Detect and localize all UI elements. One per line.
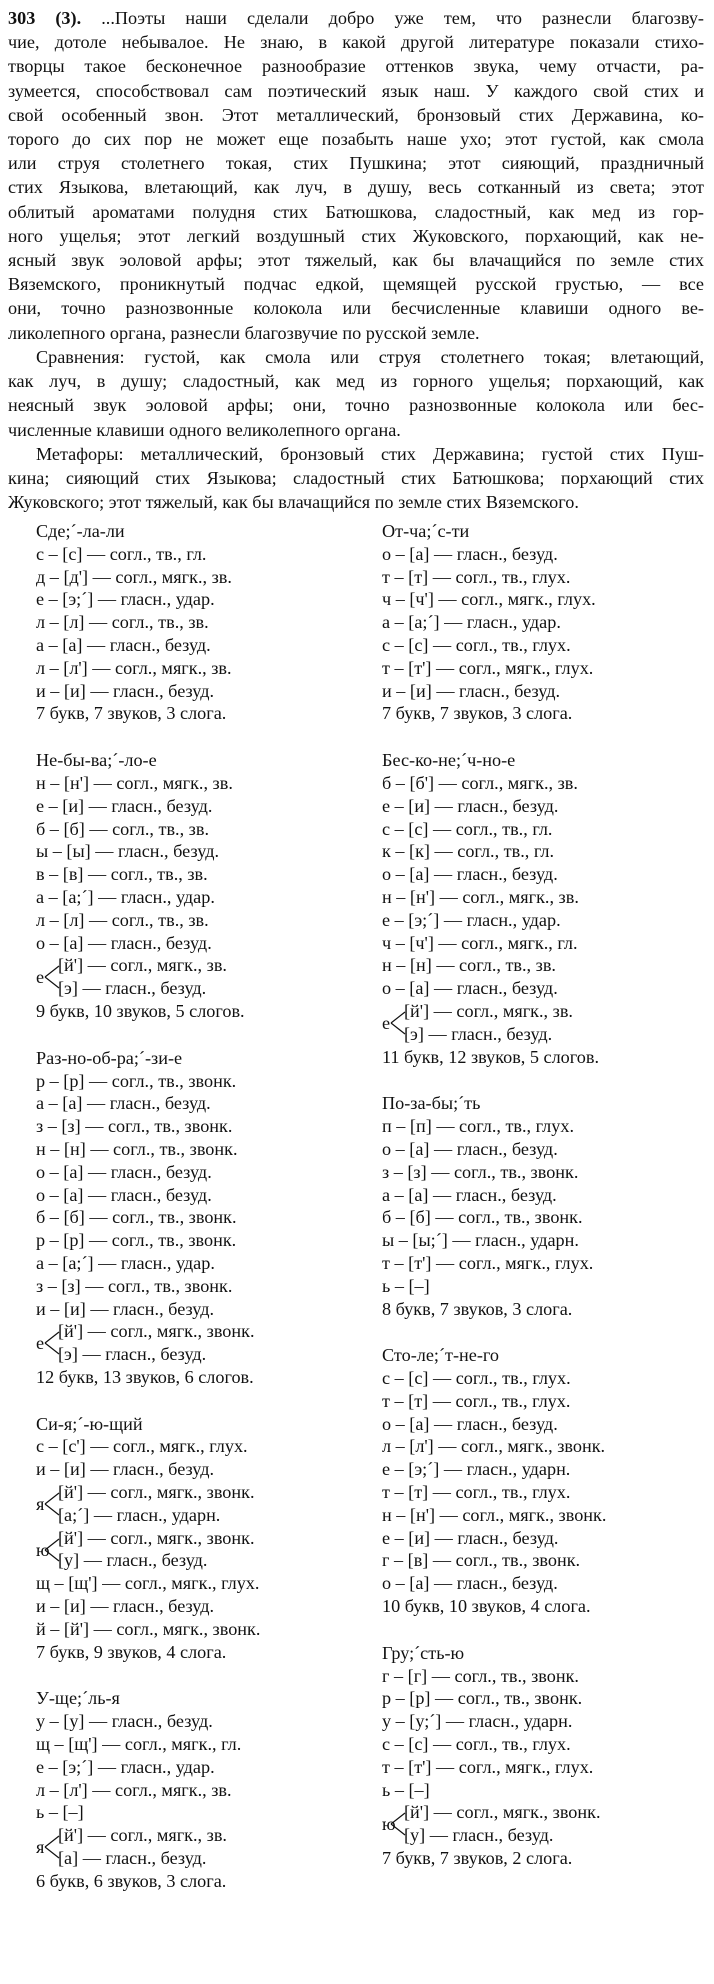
word-analysis-block xyxy=(36,520,376,749)
sound-row: а – [а;´] — гласн., удар. xyxy=(36,1252,215,1273)
branch-bottom-sound: [у] — гласн., безуд. xyxy=(404,1825,554,1846)
paragraph-line: чие, дотоле небывалое. Не знаю, в какой другой литературе показали стихо- xyxy=(8,32,704,53)
sound-row: б – [б] — согл., тв., звонк. xyxy=(382,1207,583,1228)
branch-bottom-sound: [э] — гласн., безуд. xyxy=(404,1023,553,1044)
vowel-split-branch xyxy=(36,954,376,1000)
sound-row: а – [а] — гласн., безуд. xyxy=(36,634,211,655)
paragraph-line: зумеется, способствовал сам поэтический язык наш. У каждого свой стих и xyxy=(8,80,704,101)
sound-row: з – [з] — согл., тв., звонк. xyxy=(36,1116,233,1137)
sound-row: ь – [–] xyxy=(382,1779,430,1800)
branch-letter: е xyxy=(382,1012,391,1033)
sound-row: л – [л'] — согл., мягк., зв. xyxy=(36,1779,232,1800)
sound-row: ь – [–] xyxy=(382,1275,430,1296)
branch-letter: е xyxy=(36,967,45,988)
word-summary: 6 букв, 6 звуков, 3 слога. xyxy=(36,1870,227,1891)
sound-row: н – [н] — согл., тв., зв. xyxy=(382,955,556,976)
sound-row: ч – [ч'] — согл., мягк., гл. xyxy=(382,932,578,953)
sound-row: н – [н'] — согл., мягк., зв. xyxy=(382,886,579,907)
sound-row: с – [с] — согл., тв., глух. xyxy=(382,634,571,655)
sound-row: и – [и] — гласн., безуд. xyxy=(36,1596,215,1617)
sound-row: б – [б] — согл., тв., звонк. xyxy=(36,1207,237,1228)
sound-row: о – [а] — гласн., безуд. xyxy=(382,978,558,999)
paragraph-line: Сравнения: густой, как смола или струя столетнего токая; влетающий, xyxy=(36,347,704,367)
sound-row: о – [а] — гласн., безуд. xyxy=(36,1161,212,1182)
word-analysis-block xyxy=(382,1344,714,1642)
vowel-split-branch xyxy=(36,1320,376,1366)
branch-top-sound: [й'] — согл., мягк., звонк. xyxy=(404,1802,601,1823)
word-summary: 12 букв, 13 звуков, 6 слогов. xyxy=(36,1366,254,1387)
word-syllables: От-ча;´с-ти xyxy=(382,521,470,541)
block-gap xyxy=(382,1320,714,1344)
branch-bottom-sound: [а;´] — гласн., ударн. xyxy=(58,1504,221,1525)
sound-row: и – [и] — гласн., безуд. xyxy=(382,680,561,701)
sound-row: с – [с] — согл., тв., глух. xyxy=(382,1734,571,1755)
block-gap xyxy=(36,1023,376,1047)
sound-row: к – [к] — согл., тв., гл. xyxy=(382,841,555,862)
sound-row: о – [а] — гласн., безуд. xyxy=(382,1573,558,1594)
sound-row: д – [д'] — согл., мягк., зв. xyxy=(36,566,232,587)
block-gap xyxy=(36,1389,376,1413)
sound-row: в – [в] — согл., тв., зв. xyxy=(36,864,208,885)
branch-top-sound: [й'] — согл., мягк., зв. xyxy=(404,1000,573,1021)
branch-bottom-sound: [э] — гласн., безуд. xyxy=(58,1344,207,1365)
vowel-split-branch xyxy=(36,1824,376,1870)
sound-row: е – [э;´] — гласн., удар. xyxy=(36,1756,215,1777)
branch-top-sound: [й'] — согл., мягк., звонк. xyxy=(58,1321,255,1342)
paragraph-line: Вяземского, проникнутый подчас едкой, щемящей русской грустью, — все xyxy=(8,274,704,295)
branch-top-sound: [й'] — согл., мягк., зв. xyxy=(58,1825,227,1846)
paragraph-line: облитый ароматами полудня стих Батюшкова, сладостный, как мед из гор- xyxy=(8,201,704,222)
paragraph-line: неясный звук эоловой арфы; они, точно разнозвонные колокола или бес- xyxy=(8,395,704,416)
paragraph-line: стих Языкова, влетающий, как луч, в душу, весь сотканный из света; этот xyxy=(8,177,704,198)
sound-row: б – [б] — согл., тв., зв. xyxy=(36,818,210,839)
sound-row: щ – [щ'] — согл., мягк., глух. xyxy=(36,1573,260,1594)
sound-row: е – [э;´] — гласн., удар. xyxy=(382,909,561,930)
sound-row: г – [г] — согл., тв., звонк. xyxy=(382,1665,579,1686)
sound-row: о – [а] — гласн., безуд. xyxy=(382,543,558,564)
sound-row: р – [р] — согл., тв., звонк. xyxy=(382,1688,583,1709)
sound-row: ы – [ы;´] — гласн., ударн. xyxy=(382,1230,579,1251)
sound-row: н – [н'] — согл., мягк., зв. xyxy=(36,772,233,793)
left-analysis-column xyxy=(36,520,376,1893)
word-analysis-block xyxy=(382,1092,714,1344)
word-syllables: Раз-но-об-ра;´-зи-е xyxy=(36,1047,183,1068)
sound-row: л – [л] — согл., тв., зв. xyxy=(36,612,209,633)
paragraph-line: свой особенный звон. Этот металлический, бронзовый стих Державина, ко- xyxy=(8,104,704,125)
sound-row: п – [п] — согл., тв., глух. xyxy=(382,1116,574,1137)
word-analysis-block xyxy=(382,1642,714,1870)
word-analysis-block xyxy=(382,749,714,1092)
sound-row: л – [л'] — согл., мягк., зв. xyxy=(36,657,232,678)
block-gap xyxy=(382,1618,714,1642)
paragraph-line-text: ...Поэты наши сделали добро уже тем, что разнесли благозву- xyxy=(101,8,704,28)
sound-row: з – [з] — согл., тв., звонк. xyxy=(382,1161,579,1182)
sound-row: о – [а] — гласн., безуд. xyxy=(36,932,212,953)
sound-row: г – [в] — согл., тв., звонк. xyxy=(382,1550,581,1571)
paragraph-line: Жуковского; этот тяжелый, как бы влачащийся по земле стих Вяземского. xyxy=(8,492,579,513)
word-syllables: Сде;´-ла-ли xyxy=(36,521,125,541)
branch-top-sound: [й'] — согл., мягк., зв. xyxy=(58,955,227,976)
sound-row: о – [а] — гласн., безуд. xyxy=(382,864,558,885)
branch-letter: ю xyxy=(382,1814,396,1835)
word-syllables: У-ще;´ль-я xyxy=(36,1688,120,1709)
sound-row: б – [б'] — согл., мягк., зв. xyxy=(382,772,578,793)
sound-row: и – [и] — гласн., безуд. xyxy=(36,1298,215,1319)
word-syllables: Си-я;´-ю-щий xyxy=(36,1413,143,1434)
sound-row: ы – [ы] — гласн., безуд. xyxy=(36,841,220,862)
sound-row: о – [а] — гласн., безуд. xyxy=(382,1138,558,1159)
sound-row: л – [л'] — согл., мягк., звонк. xyxy=(382,1436,606,1457)
sound-row: й – [й'] — согл., мягк., звонк. xyxy=(36,1618,261,1639)
word-analysis-block xyxy=(36,1047,376,1413)
sound-row: а – [а] — гласн., безуд. xyxy=(382,1184,557,1205)
vowel-split-branch xyxy=(36,1527,376,1573)
exercise-text xyxy=(8,6,704,345)
word-analysis-block xyxy=(36,1687,376,1892)
comparisons-paragraph xyxy=(8,345,704,442)
sound-row: т – [т] — согл., тв., глух. xyxy=(382,566,571,587)
sound-row: р – [р] — согл., тв., звонк. xyxy=(36,1230,237,1251)
word-syllables: По-за-бы;´ть xyxy=(382,1093,481,1114)
sound-row: с – [с'] — согл., мягк., глух. xyxy=(36,1436,248,1457)
word-syllables: Гру;´сть-ю xyxy=(382,1642,465,1663)
paragraph-line: кина; сияющий стих Языкова; сладостный стих Батюшкова; порхающий стих xyxy=(8,468,704,489)
sound-row: е – [и] — гласн., безуд. xyxy=(382,1527,559,1548)
word-summary: 7 букв, 9 звуков, 4 слога. xyxy=(36,1641,227,1662)
word-syllables: Не-бы-ва;´-ло-е xyxy=(36,750,157,771)
branch-bottom-sound: [а] — гласн., безуд. xyxy=(58,1848,207,1869)
word-analysis-block xyxy=(382,520,714,749)
sound-row: р – [р] — согл., тв., звонк. xyxy=(36,1070,237,1091)
branch-top-sound: [й'] — согл., мягк., звонк. xyxy=(58,1482,255,1503)
sound-row: е – [э;´] — гласн., ударн. xyxy=(382,1459,571,1480)
branch-bottom-sound: [э] — гласн., безуд. xyxy=(58,978,207,999)
word-summary: 7 букв, 7 звуков, 2 слога. xyxy=(382,1848,573,1869)
sound-row: а – [а] — гласн., безуд. xyxy=(36,1093,211,1114)
branch-letter: ю xyxy=(36,1539,50,1560)
sound-row: н – [н] — согл., тв., звонк. xyxy=(36,1138,238,1159)
sound-row: т – [т] — согл., тв., глух. xyxy=(382,1482,571,1503)
sound-row: с – [с] — согл., тв., гл. xyxy=(36,543,207,564)
branch-letter: я xyxy=(36,1494,45,1515)
sound-row: ч – [ч'] — согл., мягк., глух. xyxy=(382,589,596,610)
word-analysis-block xyxy=(36,749,376,1047)
word-analysis-block xyxy=(36,1413,376,1688)
sound-row: л – [л] — согл., тв., зв. xyxy=(36,909,209,930)
sound-row: е – [и] — гласн., безуд. xyxy=(36,795,213,816)
sound-row: а – [а;´] — гласн., удар. xyxy=(36,886,215,907)
paragraph-line: как луч, в душу; сладостный, как мед из горного ущелья; порхающий, как xyxy=(8,371,704,392)
sound-row: т – [т] — согл., тв., глух. xyxy=(382,1390,571,1411)
vowel-split-branch xyxy=(36,1481,376,1527)
sound-row: о – [а] — гласн., безуд. xyxy=(382,1413,558,1434)
paragraph-line: ясный звук эоловой арфы; этот тяжелый, как бы влачащийся по земле стих xyxy=(8,250,704,271)
sound-row: е – [и] — гласн., безуд. xyxy=(382,795,559,816)
sound-row: н – [н'] — согл., мягк., звонк. xyxy=(382,1504,607,1525)
metaphors-paragraph xyxy=(8,442,704,515)
sound-row: ь – [–] xyxy=(36,1802,84,1823)
sound-row: с – [с] — согл., тв., глух. xyxy=(382,1368,571,1389)
word-summary: 7 букв, 7 звуков, 3 слога. xyxy=(36,703,227,724)
right-analysis-column xyxy=(382,520,714,1870)
word-syllables: Сто-ле;´т-не-го xyxy=(382,1345,499,1366)
word-summary: 9 букв, 10 звуков, 5 слогов. xyxy=(36,1000,245,1021)
word-summary: 7 букв, 7 звуков, 3 слога. xyxy=(382,703,573,724)
branch-letter: е xyxy=(36,1333,45,1354)
block-gap xyxy=(382,1068,714,1092)
paragraph-line: ного ущелья; этот легкий воздушный стих Жуковского, порхающий, как не- xyxy=(8,225,704,246)
sound-row: у – [у] — гласн., безуд. xyxy=(36,1711,213,1732)
sound-row: а – [а;´] — гласн., удар. xyxy=(382,612,561,633)
vowel-split-branch xyxy=(382,1801,714,1847)
sound-row: е – [э;´] — гласн., удар. xyxy=(36,589,215,610)
paragraph-line: численные клавиши одного великолепного органа. xyxy=(8,419,401,440)
block-gap xyxy=(382,725,714,749)
exercise-number: 303 (3). xyxy=(8,8,102,28)
paragraph-line: или струя столетнего токая, стих Пушкина; этот сияющий, праздничный xyxy=(8,153,704,174)
block-gap xyxy=(36,725,376,749)
paragraph-line: Метафоры: металлический, бронзовый стих Державина; густой стих Пуш- xyxy=(36,444,704,464)
sound-row: с – [с] — согл., тв., гл. xyxy=(382,818,553,839)
sound-row: и – [и] — гласн., безуд. xyxy=(36,1459,215,1480)
sound-row: т – [т'] — согл., мягк., глух. xyxy=(382,1252,594,1273)
word-summary: 10 букв, 10 звуков, 4 слога. xyxy=(382,1596,591,1617)
word-syllables: Бес-ко-не;´ч-но-е xyxy=(382,750,516,771)
paragraph-line xyxy=(8,6,704,30)
branch-bottom-sound: [у] — гласн., безуд. xyxy=(58,1550,208,1571)
sound-row: у – [у;´] — гласн., ударн. xyxy=(382,1711,573,1732)
vowel-split-branch xyxy=(382,1000,714,1046)
paragraph-line: творцы такое бесконечное разнообразие оттенков звука, чему отчасти, ра- xyxy=(8,56,704,77)
paragraph-line: ликолепного органа, разнесли благозвучие по русской земле. xyxy=(8,322,480,343)
branch-letter: я xyxy=(36,1837,45,1858)
sound-row: з – [з] — согл., тв., звонк. xyxy=(36,1275,233,1296)
sound-row: т – [т'] — согл., мягк., глух. xyxy=(382,657,594,678)
branch-top-sound: [й'] — согл., мягк., звонк. xyxy=(58,1527,255,1548)
paragraph-line: они, точно разнозвонные колокола или бесчисленные клавиши одного ве- xyxy=(8,298,704,319)
sound-row: щ – [щ'] — согл., мягк., гл. xyxy=(36,1734,242,1755)
block-gap xyxy=(36,1663,376,1687)
sound-row: и – [и] — гласн., безуд. xyxy=(36,680,215,701)
sound-row: т – [т'] — согл., мягк., глух. xyxy=(382,1756,594,1777)
paragraph-line: торого до сих пор не может еще позабыть наше ухо; этот густой, как смола xyxy=(8,129,704,150)
sound-row: о – [а] — гласн., безуд. xyxy=(36,1184,212,1205)
word-summary: 8 букв, 7 звуков, 3 слога. xyxy=(382,1298,573,1319)
word-summary: 11 букв, 12 звуков, 5 слогов. xyxy=(382,1046,600,1067)
